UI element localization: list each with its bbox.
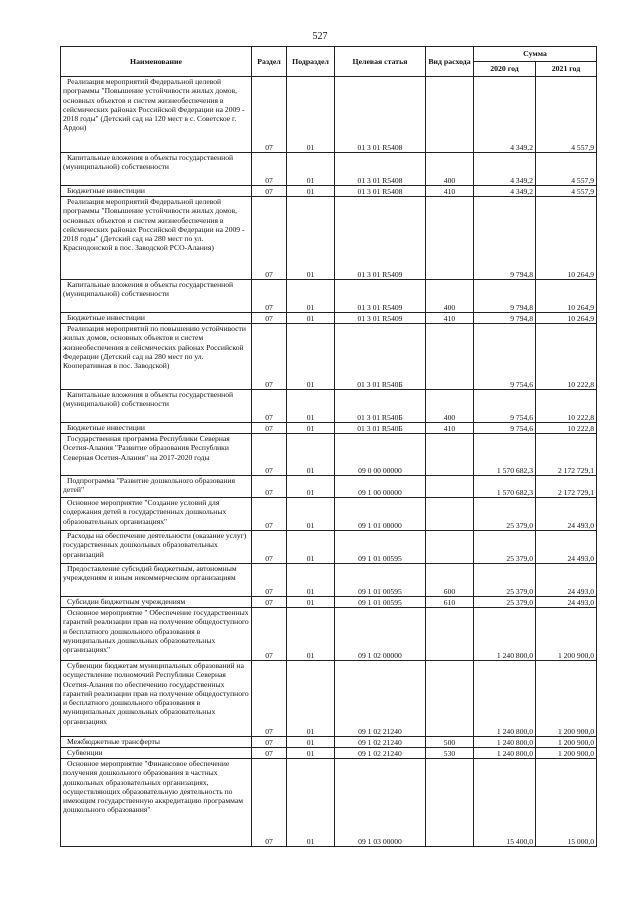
row-name	[61, 597, 252, 608]
table-row	[61, 759, 597, 847]
header-name: Наименование	[61, 47, 252, 77]
row-sum-2020: 1 570 682,3	[474, 434, 536, 476]
row-sum-2020: 25 379,0	[474, 531, 536, 564]
row-sum-2021: 1 200 900,0	[536, 737, 597, 748]
page-number: 527	[312, 31, 328, 42]
row-name-text: Реализация мероприятий Федеральной целевой программы "Повышение устойчивости жилых домов, основных объектов и систем жизнеобеспечения в сейсмических районах Российской Федерации на 2009 - 2018 годы" (Детский сад на 280 мест по ул. Краснодонской в пос. Заводской РСО-Алания)	[63, 197, 245, 253]
table-row	[61, 597, 597, 608]
row-sum-2021: 4 557,9	[536, 77, 597, 153]
row-expense-type	[426, 476, 474, 498]
row-sum-2021: 1 200 900,0	[536, 661, 597, 737]
row-target-item: 09 1 02 00000	[335, 608, 426, 661]
row-name	[61, 661, 252, 737]
row-subsection: 01	[287, 324, 335, 390]
row-expense-type	[426, 324, 474, 390]
row-target-item: 09 1 00 00000	[335, 476, 426, 498]
row-section: 07	[252, 608, 287, 661]
table-row	[61, 390, 597, 423]
row-target-item: 01 3 01 R5408	[335, 77, 426, 153]
row-sum-2021: 10 222,8	[536, 423, 597, 434]
row-section: 07	[252, 661, 287, 737]
header-sum: Сумма	[474, 47, 597, 62]
row-sum-2020: 9 754,6	[474, 423, 536, 434]
row-name-text: Субвенции	[67, 748, 103, 757]
table-row	[61, 498, 597, 531]
row-section: 07	[252, 498, 287, 531]
row-name-text: Капитальные вложения в объекты государственной (муниципальной) собственности	[63, 390, 234, 409]
table-row	[61, 564, 597, 597]
table-row	[61, 423, 597, 434]
row-name-text: Расходы на обеспечение деятельности (оказание услуг) государственных дошкольных образовательных организаций	[63, 531, 247, 559]
table-row	[61, 748, 597, 759]
row-section: 07	[252, 77, 287, 153]
row-section: 07	[252, 476, 287, 498]
row-sum-2021: 15 000,0	[536, 759, 597, 847]
row-name-text: Субвенции бюджетам муниципальных образований на осуществление полномочий Республики Северная Осетия-Алания по обеспечению государственных гарантий реализации прав на получение общедоступного и бесплатного дошкольного образования в муниципальных дошкольных образовательных организациях	[63, 661, 249, 726]
row-target-item: 09 1 01 00595	[335, 564, 426, 597]
row-expense-type	[426, 197, 474, 280]
row-subsection: 01	[287, 597, 335, 608]
row-target-item: 09 1 02 21240	[335, 737, 426, 748]
row-sum-2020: 1 240 800,0	[474, 661, 536, 737]
row-target-item: 01 3 01 R5408	[335, 186, 426, 197]
row-sum-2020: 9 794,8	[474, 280, 536, 313]
row-expense-type: 400	[426, 280, 474, 313]
row-subsection: 01	[287, 423, 335, 434]
row-sum-2021: 4 557,9	[536, 153, 597, 186]
row-subsection: 01	[287, 313, 335, 324]
row-sum-2021: 2 172 729,1	[536, 434, 597, 476]
row-name	[61, 748, 252, 759]
row-sum-2021: 1 200 900,0	[536, 608, 597, 661]
row-name-text: Основное мероприятие "Финансовое обеспечение получения дошкольного образования в частных дошкольных образовательных организациях, осуществляющих образовательную деятельность по имеющим государственную аккредитацию программам дошкольного образования"	[63, 759, 244, 815]
row-sum-2020: 9 794,8	[474, 313, 536, 324]
row-section: 07	[252, 390, 287, 423]
row-name-text: Основное мероприятие " Обеспечение государственных гарантий реализации прав на получение общедоступного и бесплатного дошкольного образования в муниципальных дошкольных образовательных организациях"	[63, 608, 249, 654]
row-name	[61, 434, 252, 476]
row-sum-2020: 15 400,0	[474, 759, 536, 847]
row-section: 07	[252, 597, 287, 608]
row-subsection: 01	[287, 186, 335, 197]
row-sum-2021: 24 493,0	[536, 498, 597, 531]
row-sum-2020: 9 754,6	[474, 324, 536, 390]
row-sum-2020: 25 379,0	[474, 498, 536, 531]
row-name-text: Межбюджетные трансферты	[67, 737, 160, 746]
row-sum-2021: 10 264,9	[536, 197, 597, 280]
table-row	[61, 153, 597, 186]
row-name-text: Субсидии бюджетным учреждениям	[67, 597, 186, 606]
row-name	[61, 759, 252, 847]
row-expense-type	[426, 531, 474, 564]
row-sum-2020: 1 570 682,3	[474, 476, 536, 498]
row-sum-2020: 25 379,0	[474, 597, 536, 608]
row-target-item: 01 3 01 R540Б	[335, 423, 426, 434]
row-sum-2020: 4 349,2	[474, 153, 536, 186]
row-name-text: Реализация мероприятий Федеральной целевой программы "Повышение устойчивости жилых домов, основных объектов и систем жизнеобеспечения в сейсмических районах Российской Федерации на 2009 - 2018 годы" (Детский сад на 120 мест в с. Советское г. Ардон)	[63, 77, 245, 133]
row-sum-2020: 25 379,0	[474, 564, 536, 597]
header-expense-type: Вид расхода	[426, 47, 474, 77]
row-section: 07	[252, 186, 287, 197]
row-name	[61, 280, 252, 313]
row-expense-type	[426, 498, 474, 531]
row-name	[61, 324, 252, 390]
row-expense-type: 400	[426, 390, 474, 423]
row-name-text: Основное мероприятие "Создание условий для содержания детей в государственных дошкольных образовательных организациях"	[63, 498, 227, 526]
row-sum-2021: 10 264,9	[536, 313, 597, 324]
row-subsection: 01	[287, 77, 335, 153]
row-name	[61, 186, 252, 197]
row-target-item: 01 3 01 R5409	[335, 313, 426, 324]
budget-table	[60, 46, 597, 847]
table-row	[61, 313, 597, 324]
row-target-item: 09 1 03 00000	[335, 759, 426, 847]
row-sum-2021: 1 200 900,0	[536, 748, 597, 759]
row-section: 07	[252, 759, 287, 847]
row-name-text: Капитальные вложения в объекты государственной (муниципальной) собственности	[63, 153, 234, 172]
row-target-item: 09 1 02 21240	[335, 661, 426, 737]
row-section: 07	[252, 197, 287, 280]
row-target-item: 09 1 01 00595	[335, 597, 426, 608]
row-target-item: 01 3 01 R540Б	[335, 390, 426, 423]
row-subsection: 01	[287, 197, 335, 280]
row-name	[61, 153, 252, 186]
row-subsection: 01	[287, 608, 335, 661]
table-row	[61, 280, 597, 313]
table-row	[61, 661, 597, 737]
row-name	[61, 498, 252, 531]
table-row	[61, 434, 597, 476]
table-body	[61, 77, 597, 847]
table-row	[61, 737, 597, 748]
row-sum-2020: 4 349,2	[474, 186, 536, 197]
row-section: 07	[252, 531, 287, 564]
row-name	[61, 564, 252, 597]
row-sum-2021: 10 222,8	[536, 390, 597, 423]
row-sum-2020: 1 240 800,0	[474, 737, 536, 748]
row-name	[61, 476, 252, 498]
row-subsection: 01	[287, 759, 335, 847]
row-section: 07	[252, 280, 287, 313]
header-year-2020: 2020 год	[474, 62, 536, 77]
row-target-item: 01 3 01 R5409	[335, 280, 426, 313]
row-subsection: 01	[287, 748, 335, 759]
row-expense-type: 530	[426, 748, 474, 759]
table-row	[61, 608, 597, 661]
row-sum-2021: 4 557,9	[536, 186, 597, 197]
row-expense-type	[426, 661, 474, 737]
row-section: 07	[252, 748, 287, 759]
row-name-text: Бюджетные инвестиции	[67, 313, 145, 322]
row-target-item: 09 1 01 00000	[335, 498, 426, 531]
row-expense-type	[426, 608, 474, 661]
row-target-item: 01 3 01 R540Б	[335, 324, 426, 390]
row-sum-2021: 24 493,0	[536, 564, 597, 597]
row-name-text: Бюджетные инвестиции	[67, 423, 145, 432]
row-subsection: 01	[287, 498, 335, 531]
row-sum-2021: 10 222,8	[536, 324, 597, 390]
row-expense-type: 410	[426, 186, 474, 197]
row-target-item: 01 3 01 R5408	[335, 153, 426, 186]
row-name	[61, 77, 252, 153]
row-sum-2021: 2 172 729,1	[536, 476, 597, 498]
row-name-text: Подпрограмма "Развитие дошкольного образования детей"	[63, 476, 235, 495]
row-sum-2020: 1 240 800,0	[474, 748, 536, 759]
header-subsection: Подраздел	[287, 47, 335, 77]
row-subsection: 01	[287, 737, 335, 748]
row-sum-2020: 9 754,6	[474, 390, 536, 423]
row-expense-type	[426, 77, 474, 153]
row-name	[61, 608, 252, 661]
row-sum-2021: 24 493,0	[536, 597, 597, 608]
row-name-text: Предоставление субсидий бюджетным, автономным учреждениям и иным некоммерческим организациям	[63, 564, 237, 583]
row-expense-type	[426, 759, 474, 847]
row-subsection: 01	[287, 280, 335, 313]
row-section: 07	[252, 153, 287, 186]
row-expense-type: 600	[426, 564, 474, 597]
row-subsection: 01	[287, 153, 335, 186]
header-target-item: Целевая статья	[335, 47, 426, 77]
row-subsection: 01	[287, 661, 335, 737]
row-sum-2020: 4 349,2	[474, 77, 536, 153]
row-name	[61, 531, 252, 564]
table-row	[61, 197, 597, 280]
row-expense-type	[426, 434, 474, 476]
row-section: 07	[252, 564, 287, 597]
row-target-item: 09 0 00 00000	[335, 434, 426, 476]
row-name-text: Капитальные вложения в объекты государственной (муниципальной) собственности	[63, 280, 234, 299]
row-section: 07	[252, 324, 287, 390]
header-section: Раздел	[252, 47, 287, 77]
table-row	[61, 531, 597, 564]
table-row	[61, 77, 597, 153]
row-name	[61, 313, 252, 324]
row-name	[61, 197, 252, 280]
row-name	[61, 390, 252, 423]
row-sum-2020: 9 794,8	[474, 197, 536, 280]
row-sum-2021: 10 264,9	[536, 280, 597, 313]
table-row	[61, 186, 597, 197]
row-section: 07	[252, 434, 287, 476]
row-subsection: 01	[287, 564, 335, 597]
row-subsection: 01	[287, 390, 335, 423]
header-year-2021: 2021 год	[536, 62, 597, 77]
row-sum-2021: 24 493,0	[536, 531, 597, 564]
row-name-text: Государственная программа Республики Северная Осетия-Алания "Развитие образования Республики Северная Осетия-Алания" на 2017-2020 годы	[63, 434, 230, 462]
row-target-item: 01 3 01 R5409	[335, 197, 426, 280]
row-expense-type: 500	[426, 737, 474, 748]
row-sum-2020: 1 240 800,0	[474, 608, 536, 661]
row-expense-type: 410	[426, 423, 474, 434]
row-section: 07	[252, 737, 287, 748]
table-row	[61, 476, 597, 498]
row-target-item: 09 1 02 21240	[335, 748, 426, 759]
row-expense-type: 410	[426, 313, 474, 324]
row-subsection: 01	[287, 434, 335, 476]
row-name-text: Реализация мероприятий по повышению устойчивости жилых домов, основных объектов и систем жизнеобеспечения в сейсмических районах Российской Федерации (Детский сад на 280 мест по ул. Кооперативная в пос. Заводской)	[63, 324, 246, 370]
row-section: 07	[252, 423, 287, 434]
row-section: 07	[252, 313, 287, 324]
row-target-item: 09 1 01 00595	[335, 531, 426, 564]
table-row	[61, 324, 597, 390]
row-name	[61, 423, 252, 434]
row-subsection: 01	[287, 476, 335, 498]
row-expense-type: 400	[426, 153, 474, 186]
row-expense-type: 610	[426, 597, 474, 608]
row-subsection: 01	[287, 531, 335, 564]
row-name-text: Бюджетные инвестиции	[67, 186, 145, 195]
row-name	[61, 737, 252, 748]
